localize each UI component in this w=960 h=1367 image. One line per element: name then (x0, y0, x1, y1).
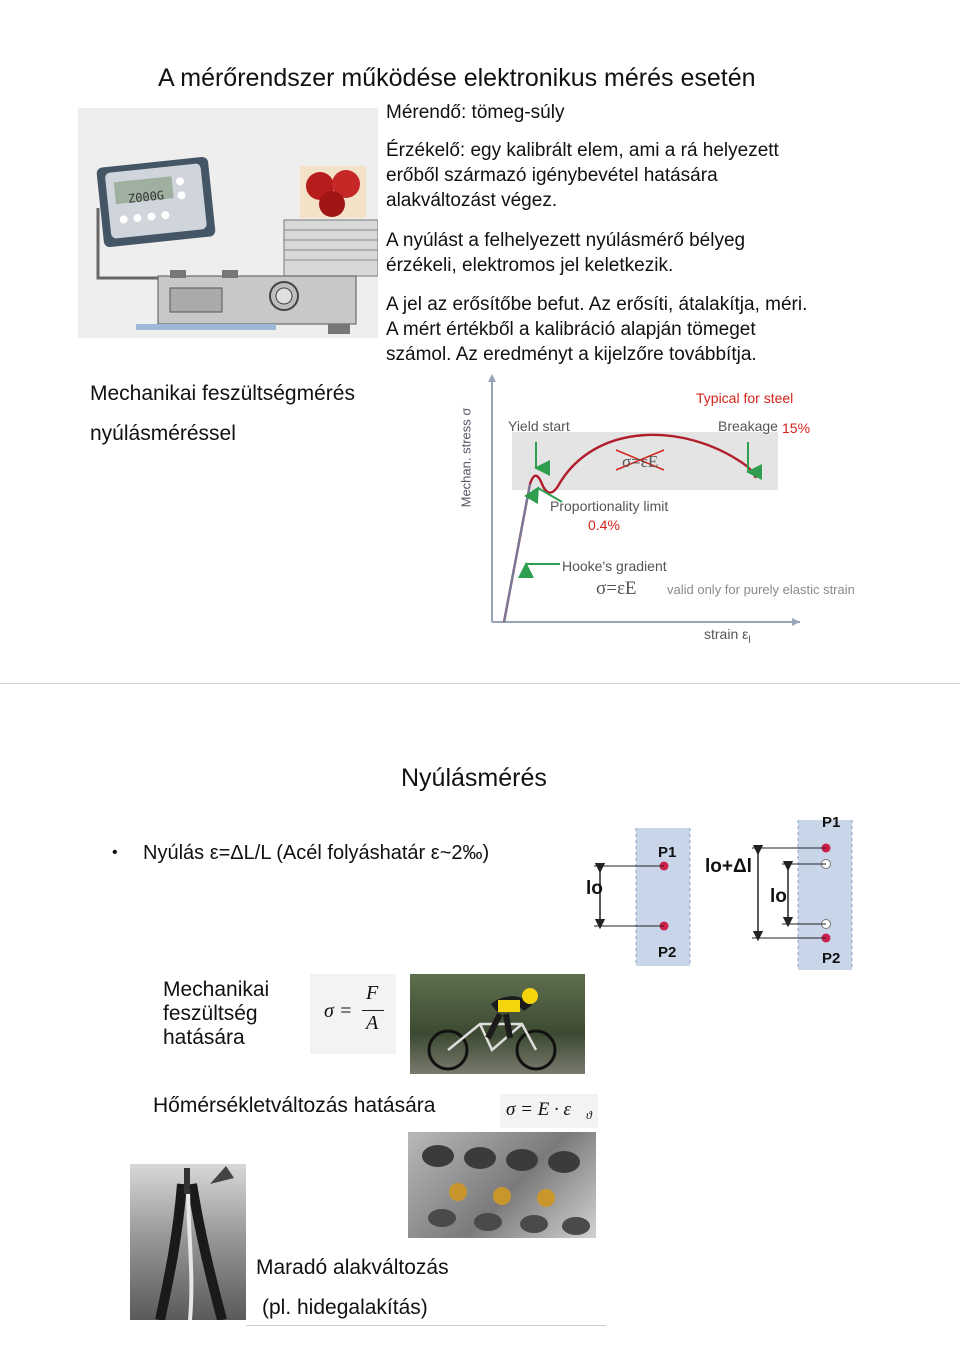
label-p2-right: P2 (822, 950, 841, 967)
label-p1-right: P1 (822, 814, 841, 831)
slide-2-title: Nyúlásmérés (401, 764, 547, 792)
slide-2 (0, 684, 960, 1367)
diagram-breakage-label: Breakage (718, 418, 778, 434)
mech-line: Mechanikai (163, 978, 270, 1001)
diagram-xlabel (704, 626, 751, 646)
slide-1 (0, 0, 960, 683)
label-lo-right: lo (770, 886, 787, 907)
signal-line: A mért értékből a kalibráció alapján tömeget (386, 319, 756, 340)
signal-line: számol. Az eredményt a kijelzőre továbbítja. (386, 344, 757, 365)
bullet-dot: • (112, 844, 118, 861)
diagram-formula-top: σ=εE (622, 452, 659, 471)
scale-illustration (78, 108, 378, 338)
stress-strain-diagram (458, 372, 882, 646)
buckled-rail-photo (130, 1164, 246, 1320)
diagram-yield-label: Yield start (508, 418, 570, 434)
sensor-line: erőből származó igénybevétel hatására (386, 165, 718, 186)
formula-F: F (366, 982, 379, 1004)
mech-line: feszültség (163, 1002, 258, 1025)
diagram-prop-pct: 0.4% (588, 517, 620, 533)
label-p1-left: P1 (658, 844, 677, 861)
diagram-typical-label: Typical for steel (696, 390, 794, 406)
stress-strain-svg (464, 372, 882, 644)
strain-definition: Nyúlás ε=ΔL/L (Acél folyáshatár ε~2‰) (143, 842, 490, 864)
stress-formula (310, 974, 396, 1054)
specimen-right (798, 820, 852, 970)
load-cell-drawing (78, 108, 378, 338)
label-lo-dl: lo+Δl (705, 856, 752, 877)
formula-fraction-bar (362, 1010, 384, 1011)
diagram-xlabel-sub: l (748, 634, 751, 646)
cyclist-photo (410, 974, 585, 1074)
left-caption (90, 382, 355, 446)
label-lo-left: lo (586, 878, 603, 899)
label-p2-left: P2 (658, 944, 677, 961)
slide-1-title: A mérőrendszer működése elektronikus mérés esetén (158, 64, 756, 92)
diagram-valid-label: valid only for purely elastic strain (667, 582, 855, 597)
thermal-formula (500, 1094, 598, 1128)
mech-line: hatására (163, 1026, 245, 1049)
caption-line: Mechanikai feszültségmérés (90, 382, 355, 405)
measured-quantity: Mérendő: tömeg-súly (386, 102, 565, 123)
diagram-hooke-label: Hooke's gradient (562, 558, 667, 574)
strain-line: A nyúlást a felhelyezett nyúlásmérő bélyeg (386, 230, 746, 251)
thermal-caption: Hőmérsékletváltozás hatására (153, 1094, 436, 1117)
diagram-breakage-pct: 15% (782, 420, 811, 436)
signal-line: A jel az erősítőbe befut. Az erősíti, átalakítja, méri. (386, 294, 808, 315)
sensor-line: alakváltozást végez. (386, 190, 558, 211)
diagram-formula-bottom: σ=εE (596, 578, 637, 599)
thermal-formula-sub: ϑ (586, 1108, 592, 1122)
mechanical-stress-caption (163, 978, 269, 1050)
thermal-formula-main: σ = E · ε (506, 1099, 572, 1120)
residual-underline (246, 1325, 606, 1326)
residual-deformation: Maradó alakváltozás (256, 1256, 449, 1279)
sensor-description (386, 138, 779, 213)
diagram-ylabel: Mechan. stress σ (458, 407, 474, 508)
diagram-xlabel-text: strain ε (704, 626, 749, 642)
formula-A: A (366, 1012, 379, 1034)
scale-display-value: Z000G (127, 188, 165, 206)
sensor-line: Érzékelő: egy kalibrált elem, ami a rá helyezett (386, 140, 779, 161)
caption-line: nyúlásméréssel (90, 422, 236, 445)
strain-figure (582, 814, 860, 978)
formula-sigma: σ = (324, 1000, 353, 1022)
cold-forming-note: (pl. hidegalakítás) (262, 1296, 428, 1319)
engine-block-photo (408, 1132, 596, 1238)
signal-description (386, 292, 807, 367)
strain-gauge-description (386, 228, 745, 278)
strain-figure-svg (582, 820, 860, 978)
strain-line: érzékeli, elektromos jel keletkezik. (386, 255, 674, 276)
diagram-prop-label: Proportionality limit (550, 498, 669, 514)
elastic-line (504, 484, 530, 622)
